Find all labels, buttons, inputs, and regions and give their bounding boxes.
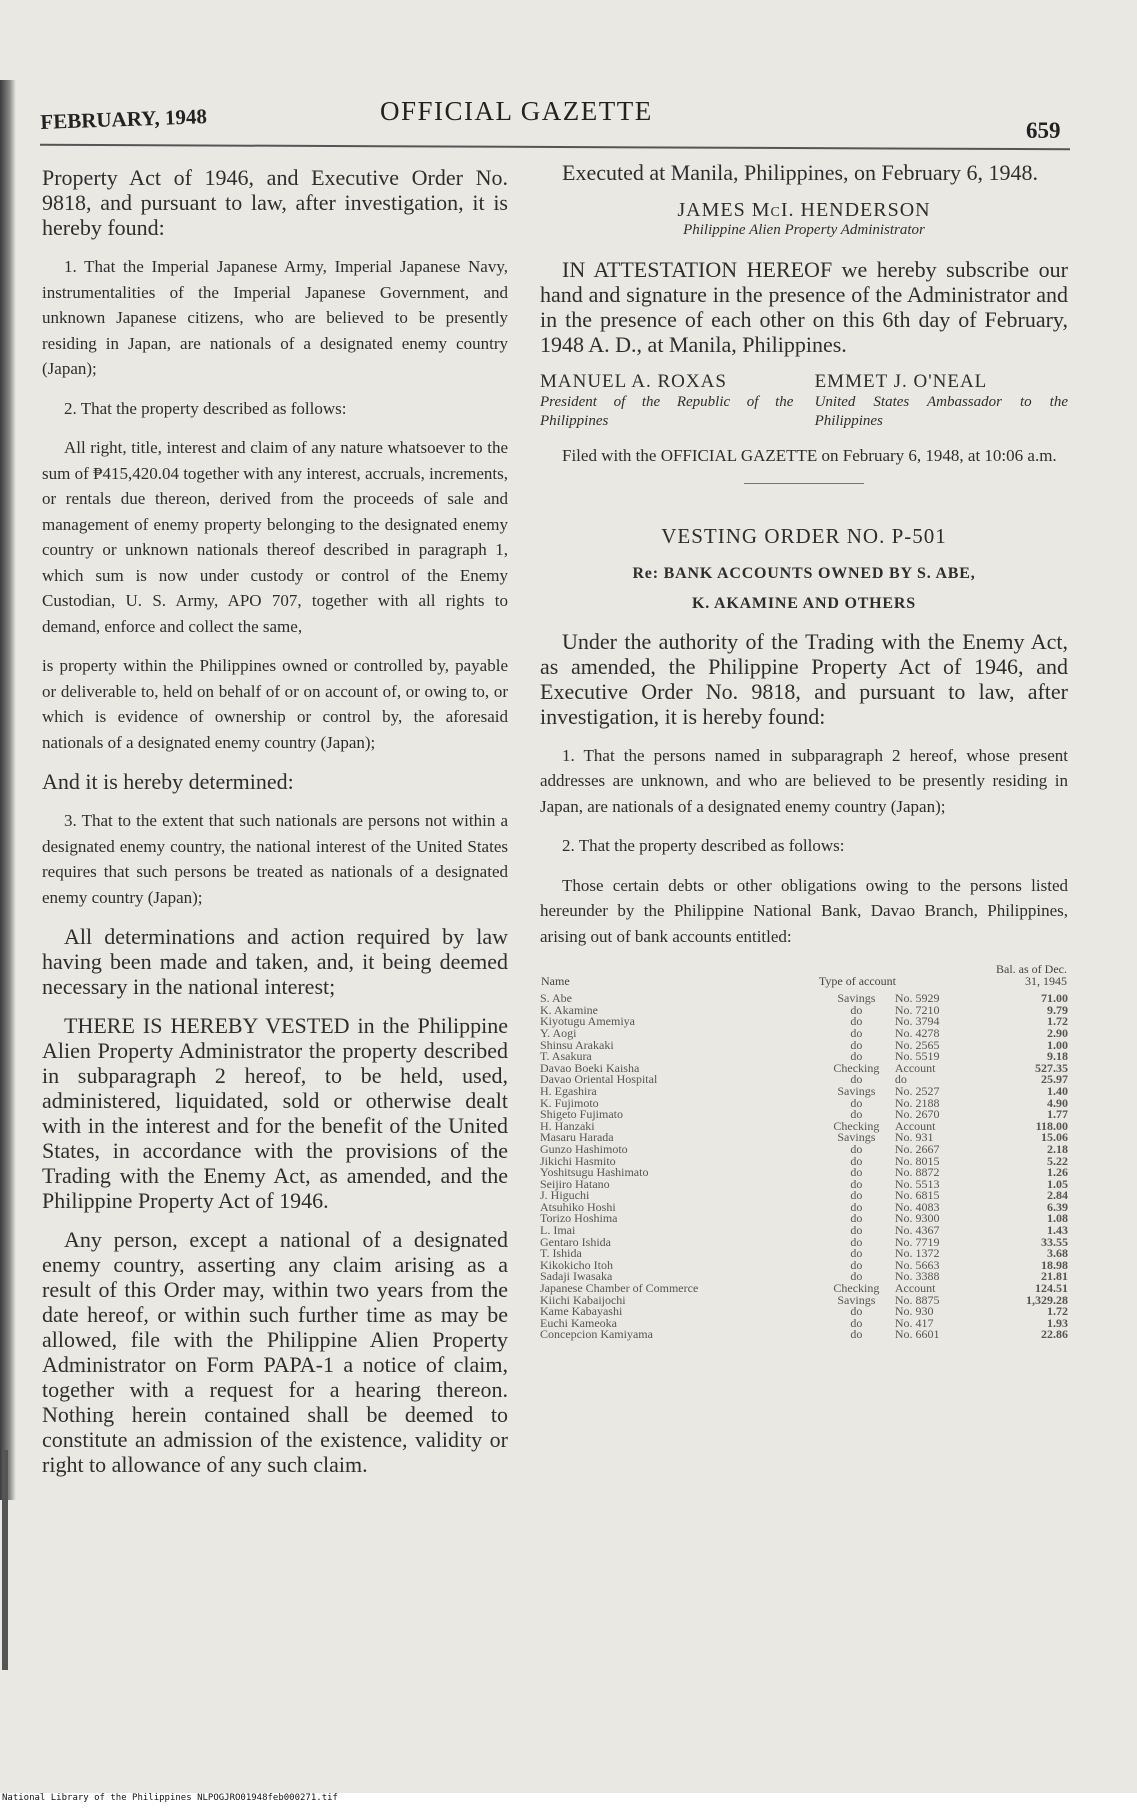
account-balance: 22.86	[1041, 1327, 1068, 1342]
vesting-para-finding-1: 1. That the persons named in subparagraph 2 hereof, whose present addresses are unknown, and who are believed to be presently residing in Japan, are nationals of a designated enemy country (Japan);	[540, 745, 1068, 816]
account-name: J. Higuchi	[540, 1188, 590, 1203]
account-name: Sadaji Iwasaka	[540, 1269, 613, 1284]
account-balance: 124.51	[1035, 1281, 1068, 1296]
account-number: No. 4367	[894, 1223, 940, 1238]
table-row	[540, 1190, 1068, 1202]
left-para-finding-2: 2. That the property described as follows:	[64, 398, 347, 418]
account-number: No. 5519	[894, 1049, 940, 1064]
account-balance: 1.43	[1047, 1223, 1068, 1238]
account-type: Savings	[837, 1083, 876, 1098]
table-row	[540, 1202, 1068, 1214]
witness-oneal-name: EMMET J. O'NEAL	[814, 371, 988, 392]
witness-roxas-title: President of the Republic of the Philippines	[540, 394, 794, 429]
account-type: do	[850, 1176, 863, 1191]
account-balance: 2.90	[1047, 1025, 1068, 1040]
signer-title: Philippine Alien Property Administrator	[683, 222, 925, 238]
table-row	[540, 1179, 1068, 1191]
account-name: Kiyotugu Amemiya	[540, 1014, 635, 1029]
account-balance: 9.79	[1047, 1002, 1068, 1017]
bank-accounts-table	[540, 963, 1068, 1341]
account-balance: 2.84	[1047, 1188, 1068, 1203]
account-number: No. 417	[894, 1315, 934, 1330]
vesting-para-debts: Those certain debts or other obligations owing to the persons listed hereunder by the Philippine National Bank, Davao Branch, Philippines, arising out of bank accounts entitled:	[540, 875, 1068, 946]
account-type: do	[850, 1327, 863, 1342]
account-name: H. Hanzaki	[540, 1118, 595, 1133]
account-number: No. 2670	[894, 1107, 940, 1122]
account-name: K. Fujimoto	[540, 1095, 599, 1110]
account-name: Jikichi Hasmito	[540, 1153, 616, 1168]
account-balance: 21.81	[1041, 1269, 1068, 1284]
witness-signatures	[540, 371, 1068, 431]
account-type: do	[850, 1072, 863, 1087]
table-row	[540, 1121, 1068, 1133]
table-body	[540, 993, 1068, 1341]
page-number: 659	[1026, 118, 1061, 143]
left-para-vested: THERE IS HEREBY VESTED in the Philippine Alien Property Administrator the property described in subparagraph 2 hereof, to be held, used, administered, liquidated, sold or otherwise dealt with in the interest and for the benefit of the United States, in accordance with the provisions of the Trading with the Enemy Act, as amended, and the Philippine Property Act of 1946.	[42, 1013, 508, 1213]
binding-shadow	[0, 80, 16, 1500]
table-row	[540, 1225, 1068, 1237]
account-balance: 5.22	[1047, 1153, 1068, 1168]
table-row	[540, 1144, 1068, 1156]
account-number: No. 5929	[894, 991, 940, 1006]
account-number: No. 5663	[894, 1257, 940, 1272]
account-number: No. 6601	[894, 1327, 940, 1342]
account-balance: 9.18	[1047, 1049, 1068, 1064]
account-name: Shinsu Arakaki	[540, 1037, 614, 1052]
account-number: No. 2565	[894, 1037, 940, 1052]
account-type: do	[850, 1304, 863, 1319]
col-header-balance: Bal. as of Dec. 31, 1945	[996, 962, 1067, 988]
account-number: No. 7210	[894, 1002, 940, 1017]
right-column	[540, 160, 1068, 1341]
account-number: No. 7719	[894, 1234, 940, 1249]
account-name: Seijiro Hatano	[540, 1176, 610, 1191]
account-type: do	[850, 1107, 863, 1122]
account-number: No. 8875	[894, 1292, 940, 1307]
vesting-order-re	[540, 559, 1068, 619]
account-number: No. 9300	[894, 1211, 940, 1226]
account-name: K. Akamine	[540, 1002, 598, 1017]
vesting-re-line-2: K. AKAMINE AND OTHERS	[692, 594, 916, 612]
table-row	[540, 1109, 1068, 1121]
binding-mark	[2, 1450, 8, 1670]
table-row	[540, 1248, 1068, 1260]
account-balance: 4.90	[1047, 1095, 1068, 1110]
account-balance: 6.39	[1047, 1199, 1068, 1214]
table-row	[540, 1306, 1068, 1318]
witness-roxas-name: MANUEL A. ROXAS	[540, 371, 727, 392]
account-type: Checking	[833, 1060, 880, 1075]
account-number: No. 3794	[894, 1014, 940, 1029]
signer-name: JAMES McI. HENDERSON	[677, 199, 931, 221]
account-number: No. 6815	[894, 1188, 940, 1203]
account-type: do	[850, 1153, 863, 1168]
account-number: Account	[894, 1060, 936, 1075]
account-number: No. 930	[894, 1304, 934, 1319]
account-name: Masaru Harada	[540, 1130, 614, 1145]
account-balance: 1.26	[1047, 1165, 1068, 1180]
account-name: Kame Kabayashi	[540, 1304, 623, 1319]
account-name: Kikokicho Itoh	[540, 1257, 613, 1272]
account-name: Kiichi Kabaijochi	[540, 1292, 626, 1307]
account-name: T. Ishida	[540, 1246, 582, 1261]
account-type: Savings	[837, 1130, 876, 1145]
account-name: Euchi Kameoka	[540, 1315, 617, 1330]
table-row	[540, 1028, 1068, 1040]
account-type: do	[850, 1141, 863, 1156]
account-type: do	[850, 1188, 863, 1203]
table-row	[540, 1237, 1068, 1249]
account-name: Gentaro Ishida	[540, 1234, 611, 1249]
account-balance: 1.72	[1047, 1014, 1068, 1029]
account-balance: 1.40	[1047, 1083, 1068, 1098]
account-type: do	[850, 1049, 863, 1064]
account-balance: 71.00	[1041, 991, 1068, 1006]
account-number: No. 931	[894, 1130, 934, 1145]
table-row	[540, 993, 1068, 1005]
left-column	[42, 165, 508, 1491]
col-header-type: Type of account	[818, 973, 897, 988]
table-row	[540, 1074, 1068, 1086]
filed-line: Filed with the OFFICIAL GAZETTE on February 6, 1948, at 10:06 a.m.	[562, 446, 1057, 465]
account-type: do	[850, 1257, 863, 1272]
account-balance: 25.97	[1041, 1072, 1068, 1087]
account-name: Shigeto Fujimato	[540, 1107, 624, 1122]
account-number: No. 2527	[894, 1083, 940, 1098]
account-number: do	[894, 1072, 907, 1087]
account-type: do	[850, 1234, 863, 1249]
account-balance: 118.00	[1035, 1118, 1068, 1133]
account-name: S. Abe	[540, 991, 573, 1006]
account-number: No. 3388	[894, 1269, 940, 1284]
account-balance: 15.06	[1041, 1130, 1068, 1145]
table-row	[540, 1040, 1068, 1052]
account-balance: 2.18	[1047, 1141, 1068, 1156]
vesting-order-title: VESTING ORDER NO. P-501	[661, 523, 947, 548]
account-number: No. 5513	[894, 1176, 940, 1191]
vesting-para-finding-2: 2. That the property described as follows:	[562, 836, 845, 855]
account-name: Davao Boeki Kaisha	[540, 1060, 640, 1075]
account-balance: 1.72	[1047, 1304, 1068, 1319]
account-name: Yoshitsugu Hashimato	[540, 1165, 649, 1180]
account-number: No. 2667	[894, 1141, 940, 1156]
account-type: do	[850, 1211, 863, 1226]
table-row	[540, 1016, 1068, 1028]
account-balance: 1,329.28	[1026, 1292, 1068, 1307]
witness-roxas	[540, 371, 793, 431]
left-para-intro: Property Act of 1946, and Executive Order No. 9818, and pursuant to law, after investigation, it is hereby found:	[42, 165, 508, 240]
table-row	[540, 1167, 1068, 1179]
account-number: Account	[894, 1118, 936, 1133]
account-number: No. 4083	[894, 1199, 940, 1214]
account-balance: 3.68	[1047, 1246, 1068, 1261]
account-balance: 527.35	[1035, 1060, 1068, 1075]
account-name: L. Imai	[540, 1223, 576, 1238]
section-divider	[744, 483, 864, 484]
account-balance: 18.98	[1041, 1257, 1068, 1272]
account-name: Concepcion Kamiyama	[540, 1327, 653, 1342]
account-name: Japanese Chamber of Commerce	[540, 1281, 699, 1296]
header-rule	[40, 144, 1070, 150]
executed-line: Executed at Manila, Philippines, on February 6, 1948.	[562, 160, 1038, 185]
account-balance: 33.55	[1041, 1234, 1068, 1249]
account-type: do	[850, 1037, 863, 1052]
account-balance: 1.05	[1047, 1176, 1068, 1191]
account-type: do	[850, 1246, 863, 1261]
account-balance: 1.00	[1047, 1037, 1068, 1052]
left-para-determination-3: 3. That to the extent that such nationals are persons not within a designated enemy country, the national interest of the United States requires that such persons be treated as nationals of a designated enemy country (Japan);	[42, 811, 508, 907]
account-balance: 1.93	[1047, 1315, 1068, 1330]
left-para-determined: And it is hereby determined:	[42, 769, 294, 794]
col-header-name: Name	[541, 973, 570, 988]
left-para-determinations: All determinations and action required by law having been made and taken, and, it being deemed necessary in the national interest;	[42, 924, 508, 999]
account-type: Checking	[833, 1118, 880, 1133]
witness-oneal-title: United States Ambassador to the Philippines	[814, 394, 1068, 429]
account-number: No. 8872	[894, 1165, 940, 1180]
account-name: Gunzo Hashimoto	[540, 1141, 628, 1156]
account-type: Checking	[833, 1281, 880, 1296]
account-number: No. 8015	[894, 1153, 940, 1168]
account-type: do	[850, 1165, 863, 1180]
left-para-property: All right, title, interest and claim of any nature whatsoever to the sum of ₱415,420.04 together with any interest, accruals, increments, or rentals due thereon, derived from the proceeds of sale and management of enemy property belonging to the designated enemy country or unknown nationals thereof described in paragraph 1, which sum is now under custody or control of the Enemy Custodian, U. S. Army, APO 707, together with all rights to demand, enforce and collect the same,	[42, 438, 508, 636]
account-name: H. Egashira	[540, 1083, 597, 1098]
account-name: Atsuhiko Hoshi	[540, 1199, 616, 1214]
header-title: OFFICIAL GAZETTE	[380, 96, 653, 126]
account-number: Account	[894, 1281, 936, 1296]
table-header-row	[540, 963, 1068, 993]
account-balance: 1.77	[1047, 1107, 1068, 1122]
account-type: do	[850, 1223, 863, 1238]
table-row	[540, 1086, 1068, 1098]
account-number: No. 4278	[894, 1025, 940, 1040]
left-para-claims: Any person, except a national of a designated enemy country, asserting any claim arising as a result of this Order may, within two years from the date hereof, or within such further time as may be allowed, file with the Philippine Alien Property Administrator on Form PAPA-1 a notice of claim, together with a request for a hearing thereon. Nothing herein contained shall be deemed to constitute an admission of the existence, validity or right to allowance of any such claim.	[42, 1227, 508, 1477]
account-number: No. 1372	[894, 1246, 940, 1261]
witness-oneal	[815, 371, 1068, 431]
table-row	[540, 1213, 1068, 1225]
account-name: Y. Aogi	[540, 1025, 577, 1040]
account-type: Savings	[837, 1292, 876, 1307]
table-row	[540, 1260, 1068, 1272]
table-row	[540, 1329, 1068, 1341]
vesting-re-line-1: Re: BANK ACCOUNTS OWNED BY S. ABE,	[632, 564, 976, 582]
account-type: do	[850, 1269, 863, 1284]
account-type: do	[850, 1199, 863, 1214]
account-type: do	[850, 1095, 863, 1110]
account-type: do	[850, 1025, 863, 1040]
account-name: Davao Oriental Hospital	[540, 1072, 658, 1087]
account-type: Savings	[837, 991, 876, 1006]
attestation-para: IN ATTESTATION HEREOF we hereby subscribe our hand and signature in the presence of the Administrator and in the presence of each other on this 6th day of February, 1948 A. D., at Manila, Philippines.	[540, 257, 1068, 357]
header-date: FEBRUARY, 1948	[40, 104, 208, 134]
account-balance: 1.08	[1047, 1211, 1068, 1226]
left-para-property-cont: is property within the Philippines owned or controlled by, payable or deliverable to, held on behalf of or on account of, or owing to, or which is evidence of ownership or control by, the aforesaid nationals of a designated enemy country (Japan);	[42, 656, 508, 752]
left-para-finding-1: 1. That the Imperial Japanese Army, Imperial Japanese Navy, instrumentalities of the Imperial Japanese Government, and unknown Japanese citizens, who are believed to be presently residing in Japan, are nationals of a designated enemy country (Japan);	[42, 257, 508, 378]
vesting-para-authority: Under the authority of the Trading with the Enemy Act, as amended, the Philippine Property Act of 1946, and Executive Order No. 9818, and pursuant to law, after investigation, it is hereby found:	[540, 628, 1068, 729]
account-type: do	[850, 1002, 863, 1017]
account-number: No. 2188	[894, 1095, 940, 1110]
scan-footer: National Library of the Philippines NLPOGJRO01948feb000271.tif	[0, 1793, 1137, 1808]
account-type: do	[850, 1315, 863, 1330]
account-name: Torizo Hoshima	[540, 1211, 618, 1226]
account-type: do	[850, 1014, 863, 1029]
account-name: T. Asakura	[540, 1049, 592, 1064]
